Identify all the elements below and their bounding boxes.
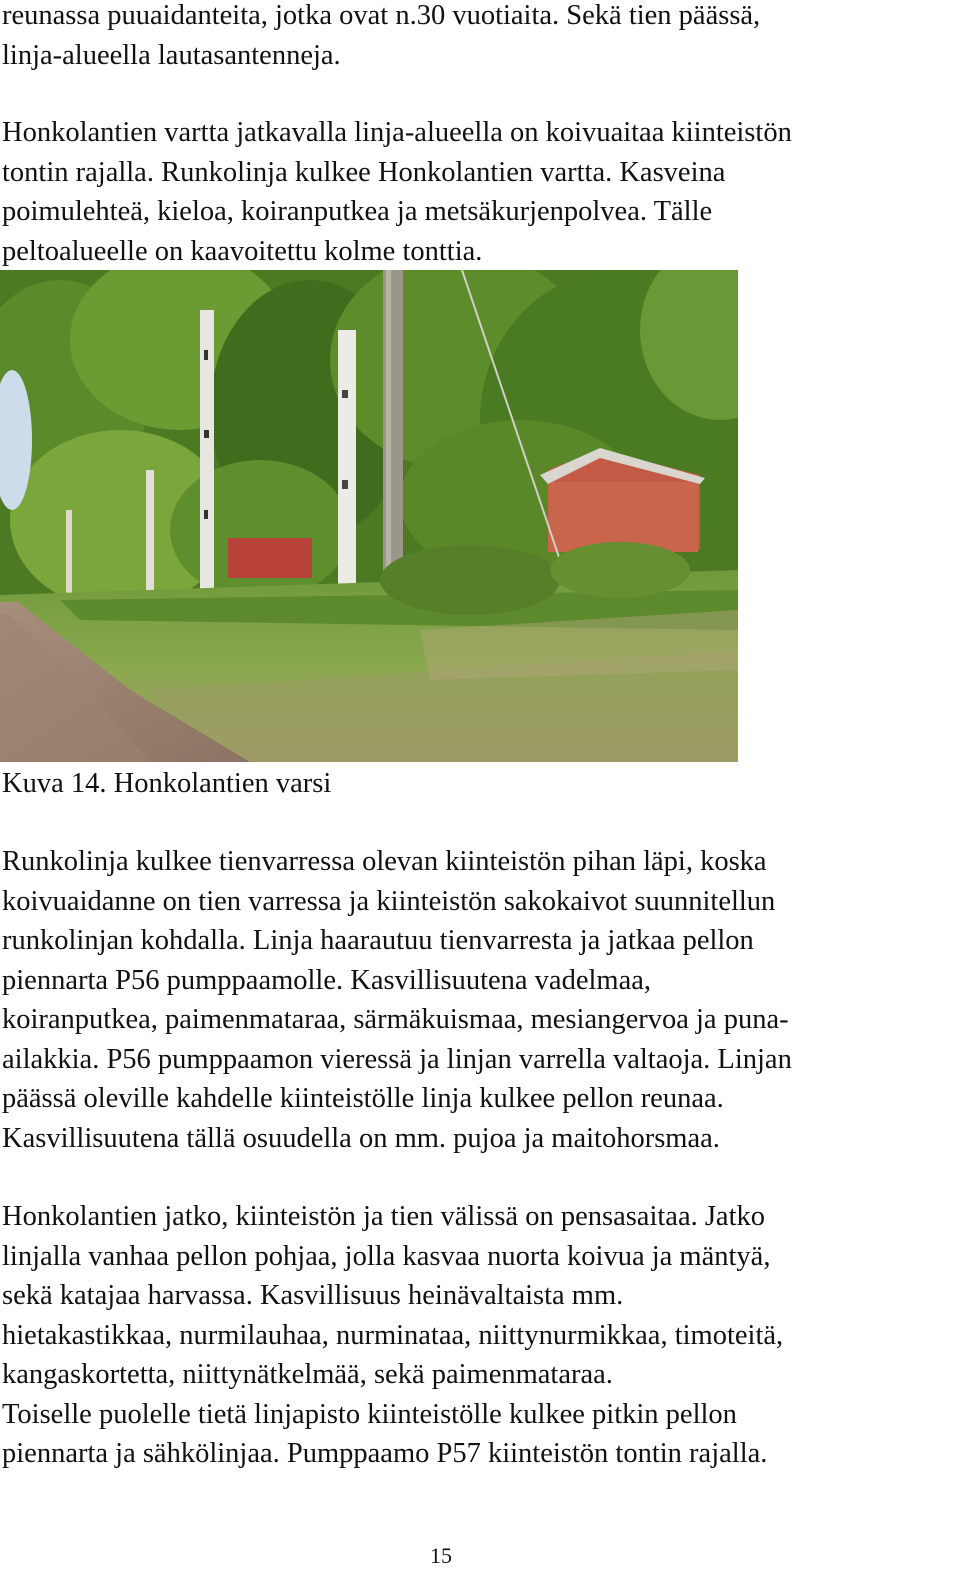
- text-line: kangaskortetta, niittynätkelmää, sekä paimenmataraa.: [2, 1359, 613, 1390]
- text-line: peltoalueelle on kaavoitettu kolme tonttia.: [2, 235, 483, 267]
- text-line: runkolinjan kohdalla. Linja haarautuu tienvarresta ja jatkaa pellon: [2, 925, 754, 956]
- paragraph-honkolantien-vartta: [2, 113, 954, 271]
- text-line: koiranputkea, paimenmataraa, särmäkuismaa, mesiangervoa ja puna-: [2, 1004, 789, 1035]
- text-line: piennarta P56 pumppaamolle. Kasvillisuutena vadelmaa,: [2, 964, 651, 996]
- text-line: poimulehteä, kieloa, koiranputkea ja metsäkurjenpolvea. Tälle: [2, 196, 713, 227]
- text-line: reunassa puuaidanteita, jotka ovat n.30 vuotiaita. Sekä tien päässä,: [2, 0, 761, 31]
- figure-caption: Kuva 14. Honkolantien varsi: [2, 768, 332, 799]
- paragraph-top: [2, 0, 954, 75]
- roadside-photo: [0, 270, 738, 762]
- paragraph-runkolinja: [2, 842, 954, 1158]
- text-line: Kasvillisuutena tällä osuudella on mm. pujoa ja maitohorsmaa.: [2, 1122, 720, 1154]
- text-line: ailakkia. P56 pumppaamon vieressä ja linjan varrella valtaoja. Linjan: [2, 1043, 792, 1075]
- text-line: hietakastikkaa, nurmilauhaa, nurminataa, niittynurmikkaa, timoteitä,: [2, 1319, 784, 1351]
- text-line: Honkolantien jatko, kiinteistön ja tien välissä on pensasaitaa. Jatko: [2, 1201, 766, 1232]
- text-line: piennarta ja sähkölinjaa. Pumppaamo P57 kiinteistön tontin rajalla.: [2, 1438, 768, 1469]
- text-line: linjalla vanhaa pellon pohjaa, jolla kasvaa nuorta koivua ja mäntyä,: [2, 1240, 771, 1272]
- text-line: koivuaidanne on tien varressa ja kiinteistön sakokaivot suunnitellun: [2, 885, 776, 917]
- paragraph-honkolantien-jatko: [2, 1197, 954, 1474]
- page-number: 15: [430, 1543, 452, 1568]
- text-line: päässä oleville kahdelle kiinteistölle linja kulkee pellon reunaa.: [2, 1083, 724, 1114]
- roadside-photo-drawing: [0, 270, 738, 762]
- text-line: sekä katajaa harvassa. Kasvillisuus heinävaltaista mm.: [2, 1280, 624, 1311]
- text-line: linja-alueella lautasantenneja.: [2, 39, 341, 71]
- text-line: Honkolantien vartta jatkavalla linja-alueella on koivuaitaa kiinteistön: [2, 117, 792, 148]
- text-line: Toiselle puolelle tietä linjapisto kiinteistölle kulkee pitkin pellon: [2, 1398, 737, 1430]
- text-line: Runkolinja kulkee tienvarressa olevan kiinteistön pihan läpi, koska: [2, 846, 767, 877]
- text-line: tontin rajalla. Runkolinja kulkee Honkolantien vartta. Kasveina: [2, 156, 726, 188]
